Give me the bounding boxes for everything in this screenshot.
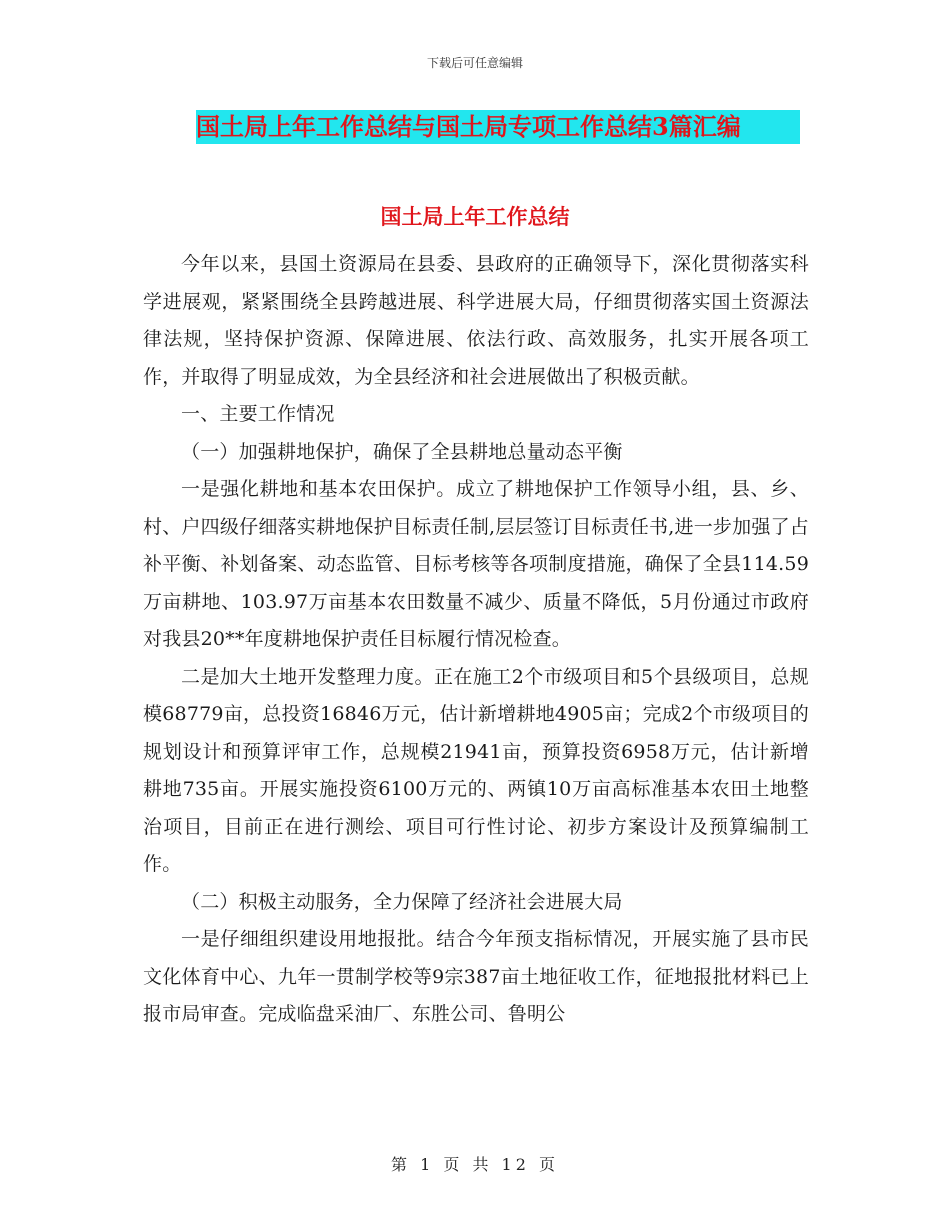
section-title: 国土局上年工作总结 (380, 204, 570, 229)
paragraph-farmland-protection: 一是强化耕地和基本农田保护。成立了耕地保护工作领导小组，县、乡、村、户四级仔细落实耕地保护目标责任制,层层签订目标责任书,进一步加强了占补平衡、补划备案、动态监管、目标考核等各项制度措施，确保了全县114.59万亩耕地、103.97万亩基本农田数量不减少、质量不降低，5月份通过市政府对我县20**年度耕地保护责任目标履行情况检查。 (143, 478, 809, 650)
paragraph-subheading-service: （二）积极主动服务，全力保障了经济社会进展大局 (181, 890, 623, 913)
paragraph-land-development: 二是加大土地开发整理力度。正在施工2个市级项目和5个县级项目，总规模68779亩，总投资16846万元，估计新增耕地4905亩；完成2个市级项目的规划设计和预算评审工作，总规模21941亩，预算投资6958万元，估计新增耕地735亩。开展实施投资6100万元的、两镇10万亩高标准基本农田土地整治项目，目前正在进行测绘、项目可行性讨论、初步方案设计及预算编制工作。 (143, 665, 809, 875)
document-title: 国土局上年工作总结与国土局专项工作总结3篇汇编 (196, 110, 800, 144)
page-footer: 第 1 页 共 12 页 (391, 1155, 559, 1174)
paragraph-subheading-farmland: （一）加强耕地保护，确保了全县耕地总量动态平衡 (181, 440, 623, 463)
body-text (143, 246, 809, 1034)
paragraph-intro: 今年以来，县国土资源局在县委、县政府的正确领导下，深化贯彻落实科学进展观，紧紧围绕全县跨越进展、科学进展大局，仔细贯彻落实国土资源法律法规，坚持保护资源、保障进展、依法行政、高效服务，扎实开展各项工作，并取得了明显成效，为全县经济和社会进展做出了积极贡献。 (143, 253, 809, 388)
paragraph-heading-main-work: 一、主要工作情况 (181, 403, 335, 425)
header-note: 下载后可任意编辑 (426, 56, 523, 70)
paragraph-land-approval: 一是仔细组织建设用地报批。结合今年预支指标情况，开展实施了县市民文化体育中心、九年一贯制学校等9宗387亩土地征收工作，征地报批材料已上报市局审查。完成临盘采油厂、东胜公司、鲁明公 (143, 928, 809, 1025)
